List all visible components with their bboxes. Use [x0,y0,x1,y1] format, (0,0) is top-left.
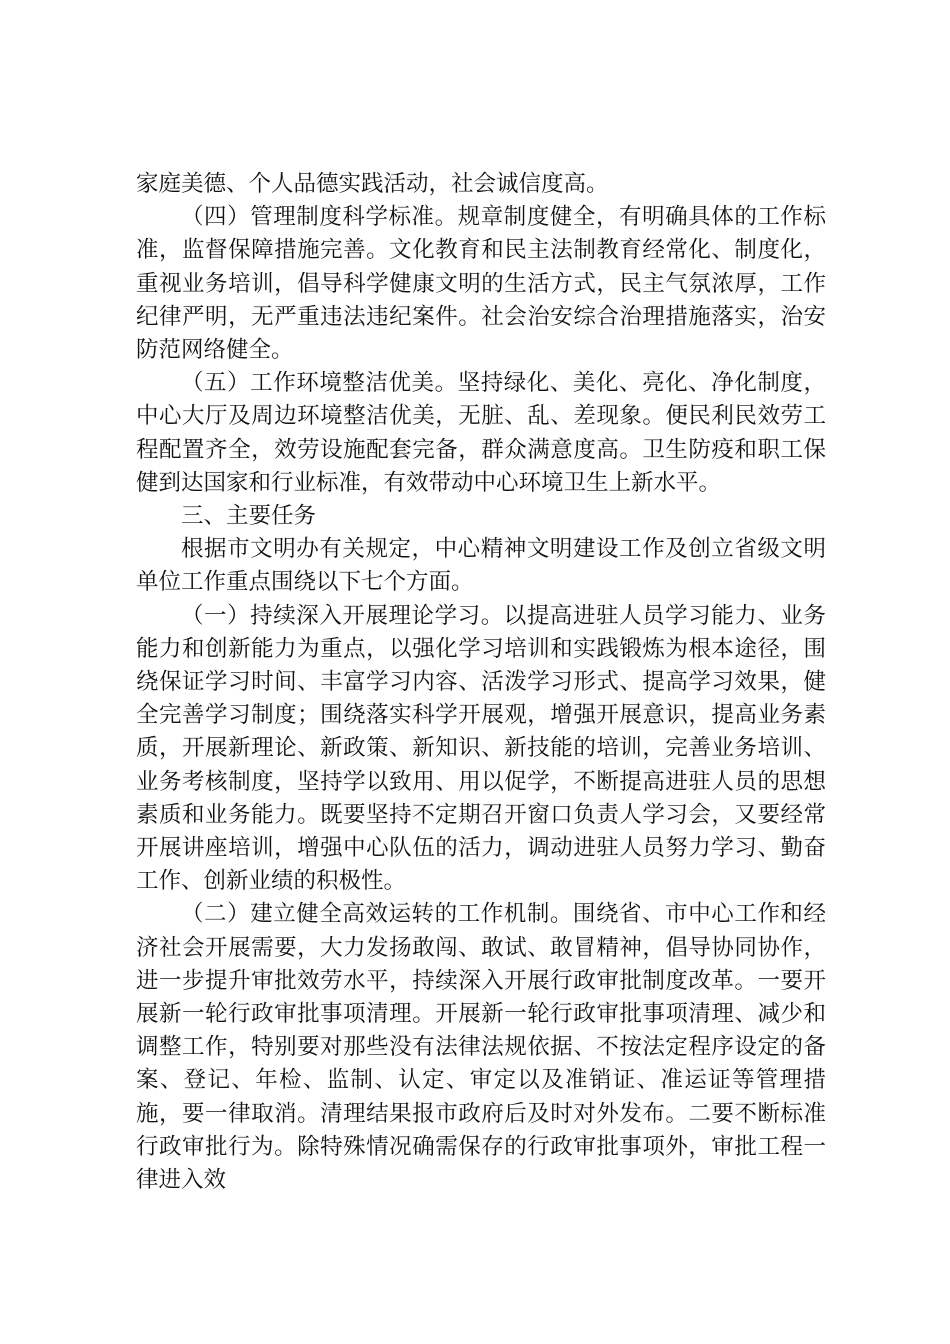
paragraph-task-overview: 根据市文明办有关规定，中心精神文明建设工作及创立省级文明单位工作重点围绕以下七个方面。 [136,536,826,596]
document-body [136,168,826,1197]
paragraph-work-mechanism: （二）建立健全高效运转的工作机制。围绕省、市中心工作和经济社会开展需要，大力发扬敢闯、敢试、敢冒精神，倡导协同协作，进一步提升审批效劳水平，持续深入开展行政审批制度改革。一要开展新一轮行政审批事项清理。开展新一轮行政审批事项清理、减少和调整工作，特别要对那些没有法律法规依据、不按法定程序设定的备案、登记、年检、监制、认定、审定以及准销证、准运证等管理措施，要一律取消。清理结果报市政府后及时对外发布。二要不断标准行政审批行为。除特殊情况确需保存的行政审批事项外，审批工程一律进入效 [136,901,826,1194]
paragraph-continuation: 家庭美德、个人品德实践活动，社会诚信度高。 [136,171,609,197]
paragraph-work-environment: （五）工作环境整洁优美。坚持绿化、美化、亮化、净化制度，中心大厅及周边环境整洁优美，无脏、乱、差现象。便民利民效劳工程配置齐全，效劳设施配套完备，群众满意度高。卫生防疫和职工保健到达国家和行业标准，有效带动中心环境卫生上新水平。 [136,370,826,496]
section-heading-main-tasks: 三、主要任务 [181,503,317,530]
paragraph-theory-study: （一）持续深入开展理论学习。以提高进驻人员学习能力、业务能力和创新能力为重点，以强化学习培训和实践锻炼为根本途径，围绕保证学习时间、丰富学习内容、活泼学习形式、提高学习效果，健全完善学习制度；围绕落实科学开展观，增强开展意识，提高业务素质，开展新理论、新政策、新知识、新技能的培训，完善业务培训、业务考核制度，坚持学以致用、用以促学，不断提高进驻人员的思想素质和业务能力。既要坚持不定期召开窗口负责人学习会，又要经常开展讲座培训，增强中心队伍的活力，调动进驻人员努力学习、勤奋工作、创新业绩的积极性。 [136,602,826,895]
paragraph-management-system: （四）管理制度科学标准。规章制度健全，有明确具体的工作标准，监督保障措施完善。文化教育和民主法制教育经常化、制度化，重视业务培训，倡导科学健康文明的生活方式，民主气氛浓厚，工作纪律严明，无严重违法违纪案件。社会治安综合治理措施落实，治安防范网络健全。 [136,204,826,364]
